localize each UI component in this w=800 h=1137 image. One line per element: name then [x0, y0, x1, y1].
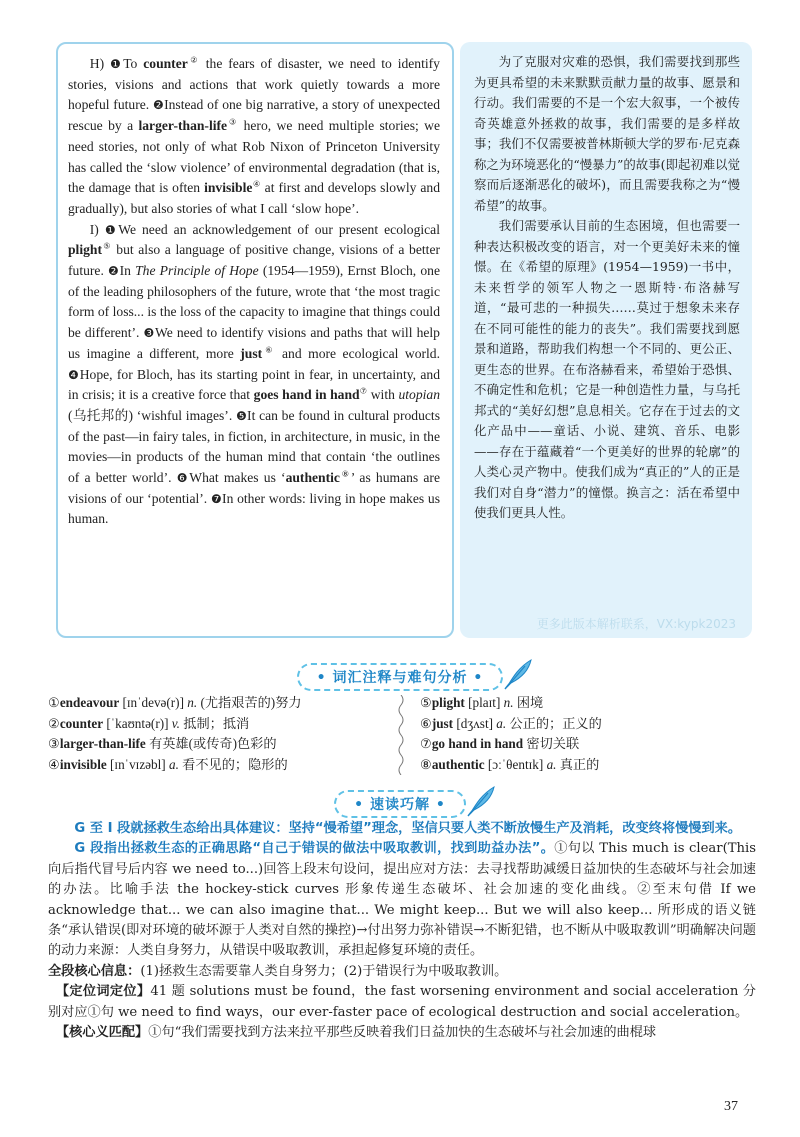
vocab-item: ②counter [ˈkaʊntə(r)] v. 抵制；抵消: [48, 715, 250, 731]
section-title: • 速读巧解 •: [354, 797, 446, 813]
core-info-text: (1)拯救生态需要靠人类自身努力；(2)于错误行为中吸取教训。: [140, 963, 508, 979]
tips-paragraph-g: [48, 839, 756, 961]
vocab-item: ⑤plight [plaɪt] n. 困境: [420, 695, 544, 710]
keyword: just: [240, 345, 263, 361]
sentence-text: Hope, for Bloch, has its starting point in fear, in uncertainty, and in crisis; it is a creative force that: [68, 366, 440, 403]
sentence-text: and more ecological world.: [275, 345, 441, 361]
english-passage-box: [56, 42, 454, 638]
sentence-text: In: [119, 263, 136, 279]
sentence-text: but also a language of positive change, visions of a better future.: [68, 242, 440, 279]
vocab-item: ①endeavour [ɪnˈdevə(r)] n. (尤指艰苦的)努力: [48, 695, 302, 710]
sentence-text: (1954—1959), Ernst Bloch, one of the leading philosophers of the future, wrote that ‘the most tragic form of loss... is the loss of the capacity to imagine that things could be different’.: [68, 263, 440, 341]
watermark: 更多此版本解析联系，VX:kypk2023: [536, 616, 736, 631]
section-title: • 词汇注释与难句分析 •: [316, 670, 484, 686]
sentence-text: In other words: living in hope makes us human.: [68, 490, 440, 527]
keyword: goes hand in hand: [253, 387, 360, 403]
para-label: I): [89, 221, 105, 237]
footnote-ref: ⑧: [339, 469, 351, 479]
tips-section-header: [0, 790, 800, 818]
sentence-text: To: [123, 56, 144, 71]
feather-pen-icon: [464, 784, 498, 818]
tips-text: ①句以 This much is clear(This 向后指代冒号后内容 we need to...)回答上段末句设问，提出应对方法：去寻找帮助减缓日益加快的生态破坏与社会加速的办法。比喻手法 the hockey-stick curves 形象传递生态破坏、社会加速的变化曲线。②至末句借 If we acknowledge that... we can also imagine that... We might keep... But we will also keep... 所形成的语义链条“承认错误(即对环境的破坏源于人类对自然的操控)→付出努力弥补错误→不断犯错，也不断从中吸取教训”明确解决问题的动力来源：人类自身努力，从错误中吸取教训，承担起修复环境的责任。: [48, 841, 756, 959]
sentence-text: Instead of one big narrative, a story of unexpected rescue by a: [68, 97, 440, 134]
book-title: The Principle of Hope: [135, 263, 259, 279]
locate-text: 41 题 solutions must be found，the fast worsening environment and social acceleration 分别对应①句 we need to find ways，our ever-faster pace of ecological destruction and social acceleration。: [48, 984, 756, 1020]
sentence-text: What makes us ‘: [189, 470, 286, 486]
footnote-ref: ③: [227, 117, 239, 127]
footnote-ref: ⑦: [359, 386, 368, 396]
paragraph-i: [68, 220, 440, 531]
keyword: larger-than-life: [138, 118, 228, 134]
vocab-item: ④invisible [ɪnˈvɪzəbl] a. 看不见的；隐形的: [48, 756, 288, 772]
page-number: 37: [724, 1099, 738, 1114]
sentence-text: It can be found in cultural products of the past—in fairy tales, in fiction, in architecture, in music, in the movies—in products of the human mind that contain ‘the outlines of a better world’.: [68, 407, 440, 486]
keyword: counter: [143, 56, 188, 71]
locate-word: [48, 982, 756, 1023]
feather-pen-icon: [501, 657, 535, 691]
sentence-text: We need an acknowledgement of our present ecological: [118, 221, 440, 237]
chinese-translation-box: [460, 42, 752, 638]
sentence-text: at first and develops slowly and gradually), but also stories of what I call ‘slow hope’.: [68, 180, 441, 216]
section-title-pill: [334, 790, 466, 818]
vocab-item: ⑦go hand in hand 密切关联: [420, 736, 580, 752]
keyword: plight: [68, 242, 102, 258]
sentence-text: hero, we need multiple stories; we need stories, not only of what Rob Nixon of Princeton University has called the ‘slow violence’ of environmental degradation (that is, the damage that is often: [68, 118, 440, 196]
vocab-section-header: [0, 663, 800, 691]
footnote-ref: ②: [187, 55, 200, 65]
translation-paragraph-h: 为了克服对灾难的恐惧，我们需要找到那些为更具希望的未来默默贡献力量的故事、愿景和行动。我们需要的不是一个宏大叙事，一个被传奇英雄意外拯救的故事，我们需要的是多样故事；我们不仅需要被普林斯顿大学的罗布·尼克森称之为环境恶化的“慢暴力”的故事(即起初难以觉察而后逐渐恶化的破坏)，而且需要我称之为“慢希望”的故事。: [474, 54, 740, 213]
sentence-number: ❶: [104, 222, 119, 237]
sentence-text: We need to identify visions and paths that will help us imagine a different, more: [68, 325, 440, 361]
vocab-column-right: [420, 693, 750, 775]
sentence-text: ’ as humans are visions of our ‘potential’.: [68, 470, 440, 506]
keyword: invisible: [204, 180, 253, 196]
column-divider: [395, 695, 407, 775]
section-title-pill: [297, 663, 504, 691]
sentence-text: the fears of disaster, we need to identify stories, visions and actions that work quietly towards a more hopeful future.: [68, 56, 440, 113]
sentence-text: (乌托邦的) ‘wishful images’.: [68, 407, 236, 423]
footnote-ref: ④: [252, 179, 261, 189]
core-meaning-match: [48, 1023, 756, 1043]
vocab-item: ③larger-than-life 有英雄(或传奇)色彩的: [48, 736, 277, 752]
sentence-number: ❷: [108, 264, 120, 279]
sentence-number: ❺: [235, 408, 248, 423]
sentence-number: ❶: [109, 57, 124, 71]
core-info: [48, 962, 756, 982]
core-info-label: 全段核心信息：: [48, 963, 141, 979]
tips-body: [48, 819, 756, 1043]
sentence-number: ❷: [152, 98, 165, 113]
keyword: authentic: [285, 470, 340, 486]
sentence-number: ❸: [143, 326, 155, 341]
sentence-number: ❻: [176, 471, 190, 486]
keyword-italic: utopian: [398, 387, 441, 403]
sentence-text: with: [367, 387, 399, 403]
vocab-item: ⑧authentic [ɔːˈθentɪk] a. 真正的: [420, 756, 600, 772]
paragraph-h: [68, 54, 440, 220]
vocab-column-left: [48, 693, 393, 775]
sentence-number: ❼: [210, 491, 223, 506]
translation-paragraph-i: 我们需要承认目前的生态困境，但也需要一种表达积极改变的语言，对一个更美好未来的憧憬。在《希望的原理》(1954—1959)一书中，未来哲学的领军人物之一恩斯特·布洛赫写道，“最可悲的一种损失……莫过于想象未来存在不同可能性的能力的丧失”。我们需要找到愿景和道路，帮助我们构想一个不同的、更公正、更生态的世界。在布洛赫看来，希望始于恐惧、不确定性和危机；它是一种创造性力量，与乌托邦式的“美好幻想”息息相关。它存在于过去的文化产品中——童话、小说、建筑、音乐、电影——存在于蕴藏着“一个更美好的世界的轮廓”的人类心灵产物中。使我们成为“真正的”人的正是我们对自身“潜力”的憧憬。换言之：活在希望中使我们更具人性。: [474, 218, 740, 520]
footnote-ref: ⑤: [102, 241, 112, 251]
sentence-number: ❹: [68, 367, 80, 382]
tips-highlight: G 段指出拯救生态的正确思路“自己于错误的做法中吸取教训，找到助益办法”。: [74, 841, 555, 857]
footnote-ref: ⑥: [262, 345, 276, 355]
locate-label: 【定位词定位】: [55, 984, 151, 1000]
tips-summary: G 至 I 段就拯救生态给出具体建议：坚持“慢希望”理念，坚信只要人类不断放慢生产及消耗，改变终将慢慢到来。: [74, 821, 742, 836]
vocab-item: ⑥just [dʒʌst] a. 公正的；正义的: [420, 715, 602, 731]
para-label: H): [89, 56, 110, 71]
match-text: ①句“我们需要找到方法来拉平那些反映着我们日益加快的生态破坏与社会加速的曲棍球: [148, 1025, 657, 1041]
match-label: 【核心义匹配】: [55, 1025, 149, 1041]
